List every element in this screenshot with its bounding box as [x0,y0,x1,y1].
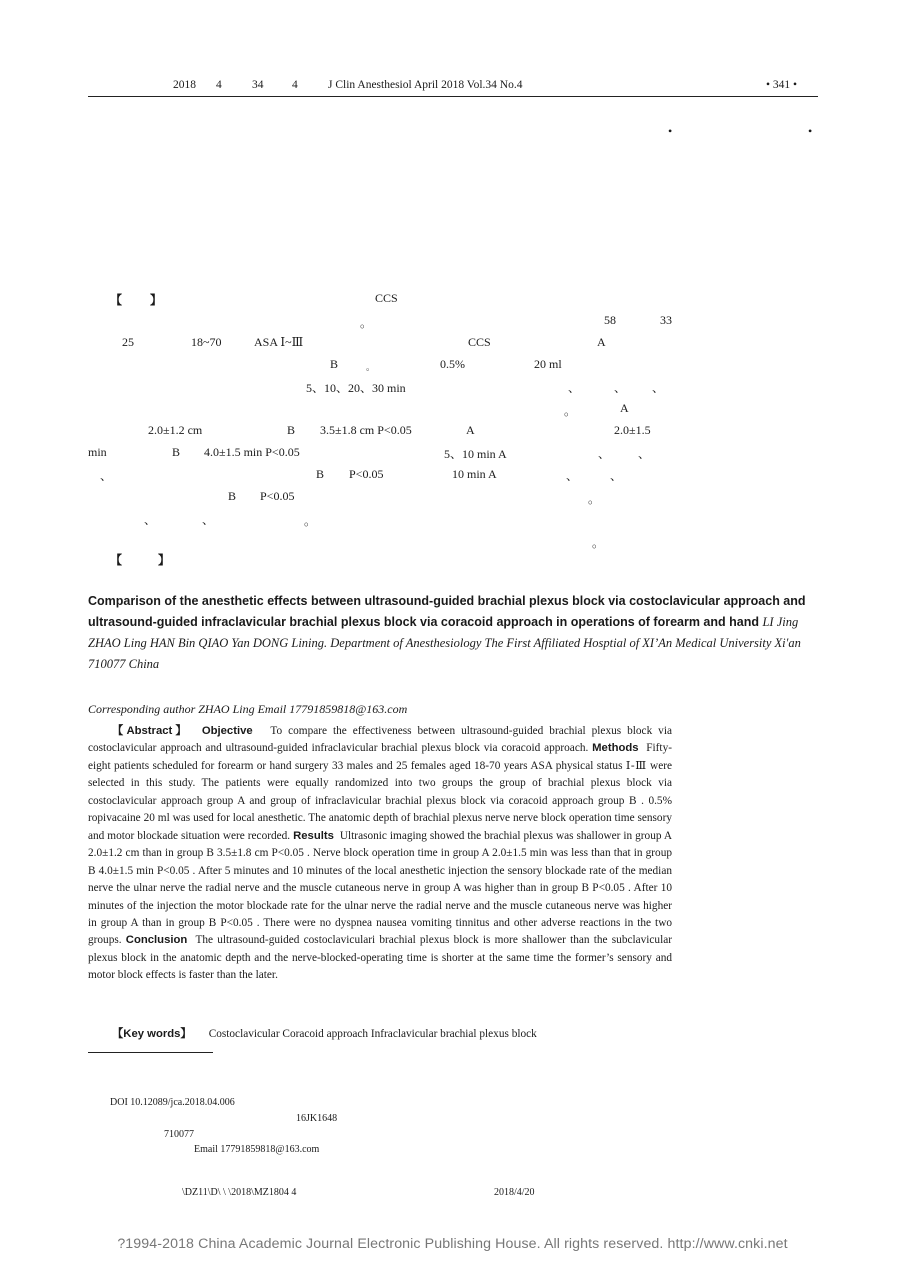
abstract-label: 【Abstract】 [112,725,190,737]
top-bullet-2: • [808,124,813,138]
conclusion-text: The ultrasound-guided costoclaviculari brachial plexus block is more shallower than the subclavicular plexus block in the anatomic depth and the nerve-blocked-operating time is shorter at the same time the former’s sensory and motor block effects is faster than the later. [88,934,672,982]
cn-frag: 。 [564,404,577,418]
cn-frag: 、 [610,469,623,483]
cn-frag: B [228,489,237,503]
footnote-postcode: 710077 [164,1129,194,1140]
footnote-grant: 16JK1648 [296,1113,338,1124]
cn-frag: A [620,401,629,415]
cn-frag: 10 min A [452,467,497,481]
cn-frag: 5、10 min A [444,447,507,461]
cn-frag: 3.5±1.8 cm P<0.05 [320,423,412,437]
footnote-rule [88,1052,213,1053]
footnote-path: \DZ11\D\ \ \2018\MZ1804 4 [182,1187,297,1198]
cn-frag: 、 [614,381,627,395]
cn-frag: CCS [375,291,398,305]
footnote-doi: DOI 10.12089/jca.2018.04.006 [110,1097,235,1108]
key-words-label: 【Key words】 [112,1028,192,1040]
header-issue: 4 [292,79,298,91]
cn-frag: 0.5% [440,357,465,371]
cn-frag: B [287,423,296,437]
cn-frag: min [88,445,107,459]
cn-keywords-bracket-close: 】 [158,553,171,567]
cn-frag: 、 [638,447,651,461]
cn-abstract-bracket-open: 【 [110,293,123,307]
cn-frag: 、 [568,381,581,395]
header-year: 2018 [173,79,196,91]
cn-frag: B [330,357,339,371]
cnki-footer: ?1994-2018 China Academic Journal Electronic Publishing House. All rights reserved. http://www.cnki.net [117,1236,788,1252]
header-volume: 34 [252,79,264,91]
cn-keywords-bracket-open: 【 [110,553,123,567]
cn-frag: 18~70 [191,335,222,349]
english-authors: LI Jing ZHAO Ling HAN Bin QIAO Yan DONG Lining. Department of Anesthesiology The First Affiliated Hosptial of XI’An Medical University Xi′an 710077 China [88,615,801,671]
header-journal: J Clin Anesthesiol April 2018 Vol.34 No.4 [328,79,523,91]
cn-frag: 。 [588,492,601,506]
footnote-date: 2018/4/20 [494,1187,535,1198]
footnote-email: Email 17791859818@163.com [194,1144,320,1155]
cn-frag: 、 [202,513,215,527]
corresponding-author: Corresponding author ZHAO Ling Email 17791859818@163.com [88,702,408,716]
cn-frag: 33 [660,313,672,327]
objective-text: To compare the effectiveness between ultrasound-guided brachial plexus block via costoclavicular approach and ultrasound-guided infraclavicular brachial plexus block via coracoid approach. [88,725,672,755]
methods-label: Methods [592,742,639,755]
english-title-block [88,591,818,675]
top-bullet-1: • [668,124,673,138]
cn-frag: 4.0±1.5 min P<0.05 [204,445,300,459]
methods-text: Fifty-eight patients scheduled for forearm or hand surgery 33 males and 25 females aged 18-70 years ASA physical status Ⅰ-Ⅲ were selected in this study. The patients were equally randomized into two groups the group of brachial plexus block via costoclavicular approach group A and group of infraclavicular brachial plexus block via coracoid approach group B . 0.5% ropivacaine 20 ml was used for local anesthetic. The anatomic depth of brachial plexus nerve nerve block operation time sensory and motor blockade situation were recorded. [88,742,672,842]
cn-frag: 2.0±1.2 cm [148,423,203,437]
results-text: Ultrasonic imaging showed the brachial plexus was shallower in group A 2.0±1.2 cm than in group B 3.5±1.8 cm P<0.05 . Nerve block operation time in group A 2.0±1.5 min was less than that in group B 4.0±1.5 min P<0.05 . After 5 minutes and 10 minutes of the local anesthetic injection the sensory blockade rate of the median nerve the ulnar nerve the radial nerve and the muscle cutaneous nerve in group A was higher than in group B P<0.05 . After 10 minutes of the injection the motor blockade rate for the ulnar nerve the radial nerve and the muscle cutaneous nerve was higher in group A than in group B P<0.05 . There were no dyspnea nausea vomiting tinnitus and other adverse reactions in the two groups. [88,829,673,947]
cn-frag: 。 [592,536,605,550]
conclusion-label: Conclusion [125,934,188,947]
header-rule [88,96,818,97]
cn-frag: A [597,335,606,349]
cn-frag: 25 [122,335,134,349]
cn-frag: B [316,467,325,481]
cn-frag: A [466,423,475,437]
cn-frag: 58 [604,313,616,327]
english-abstract [88,723,672,985]
objective-label: Objective [201,725,253,737]
results-label: Results [293,829,334,842]
cn-frag: 、 [100,469,113,483]
key-words-text: Costoclavicular Coracoid approach Infraclavicular brachial plexus block [208,1028,537,1040]
key-words [112,1025,537,1041]
cn-frag: 。 [360,316,373,330]
cn-frag: CCS [468,335,491,349]
cn-frag: 。 [366,362,376,372]
cn-frag: 、 [652,381,665,395]
cn-frag: 。 [304,514,317,528]
cn-frag: B [172,445,181,459]
header-page: • 341 • [766,79,798,91]
cn-frag: 2.0±1.5 [614,423,651,437]
cn-frag: P<0.05 [260,489,295,503]
cn-frag: 20 ml [534,357,562,371]
header-month: 4 [216,79,222,91]
cn-frag: ASA Ⅰ~Ⅲ [254,335,304,349]
cn-frag: 、 [598,447,611,461]
cn-frag: P<0.05 [349,467,384,481]
english-title: Comparison of the anesthetic effects between ultrasound-guided brachial plexus block via costoclavicular approach and ultrasound-guided infraclavicular brachial plexus block via coracoid approach in operations of forearm and hand [88,594,806,629]
cn-frag: 、 [566,469,579,483]
cn-frag: 、 [144,513,157,527]
cn-frag: 5、10、20、30 min [306,381,406,395]
cn-abstract-bracket-close: 】 [150,293,163,307]
